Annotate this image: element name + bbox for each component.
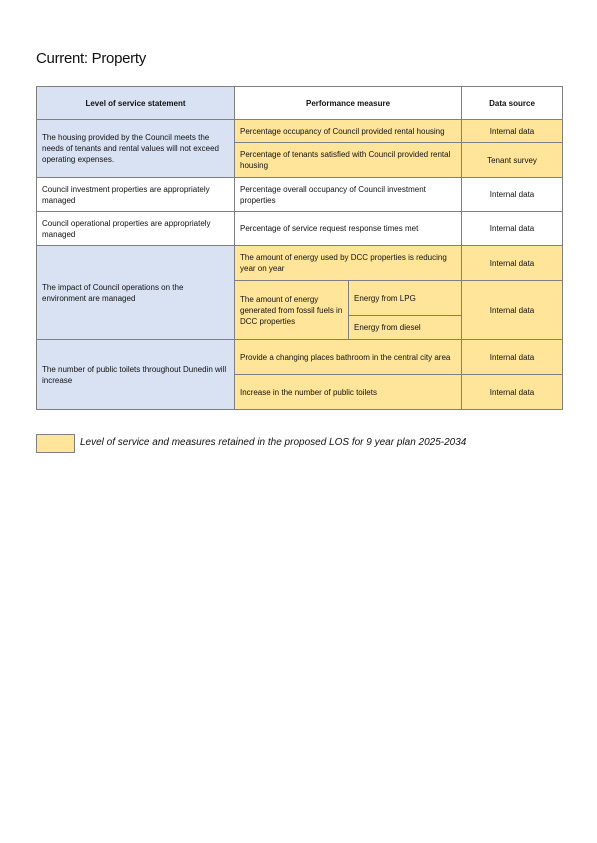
statement-cell: Council operational properties are appropriately managed [37, 212, 235, 246]
statement-cell: The number of public toilets throughout Dunedin will increase [37, 340, 235, 410]
table-row [37, 120, 563, 143]
header-statement: Level of service statement [37, 87, 235, 120]
source-cell: Internal data [462, 212, 563, 246]
table-row [37, 340, 563, 375]
header-row [37, 87, 563, 120]
measure-cell: Increase in the number of public toilets [235, 375, 462, 410]
statement-cell: The housing provided by the Council meets the needs of tenants and rental values will not exceed operating expenses. [37, 120, 235, 178]
statement-cell: The impact of Council operations on the environment are managed [37, 246, 235, 340]
legend-text: Level of service and measures retained in the proposed LOS for 9 year plan 2025-2034 [80, 437, 467, 448]
level-of-service-table [36, 86, 563, 410]
source-cell: Internal data [462, 120, 563, 143]
table-row [37, 178, 563, 212]
measure-cell: Percentage of service request response times met [235, 212, 462, 246]
header-source: Data source [462, 87, 563, 120]
measure-cell: Percentage overall occupancy of Council investment properties [235, 178, 462, 212]
table-row [37, 246, 563, 281]
page-title: Current: Property [36, 50, 146, 67]
legend-swatch [36, 434, 75, 453]
source-cell: Internal data [462, 178, 563, 212]
measure-cell: The amount of energy generated from fossil fuels in DCC properties [235, 281, 349, 340]
source-cell: Internal data [462, 281, 563, 340]
measure-subcell: Energy from LPG [349, 281, 462, 316]
measure-cell: Percentage occupancy of Council provided rental housing [235, 120, 462, 143]
header-measure: Performance measure [235, 87, 462, 120]
measure-cell: Provide a changing places bathroom in the central city area [235, 340, 462, 375]
measure-cell: The amount of energy used by DCC properties is reducing year on year [235, 246, 462, 281]
statement-cell: Council investment properties are appropriately managed [37, 178, 235, 212]
source-cell: Internal data [462, 246, 563, 281]
table-row [37, 212, 563, 246]
source-cell: Internal data [462, 340, 563, 375]
measure-subcell: Energy from diesel [349, 316, 462, 340]
measure-cell: Percentage of tenants satisfied with Council provided rental housing [235, 143, 462, 178]
source-cell: Internal data [462, 375, 563, 410]
source-cell: Tenant survey [462, 143, 563, 178]
